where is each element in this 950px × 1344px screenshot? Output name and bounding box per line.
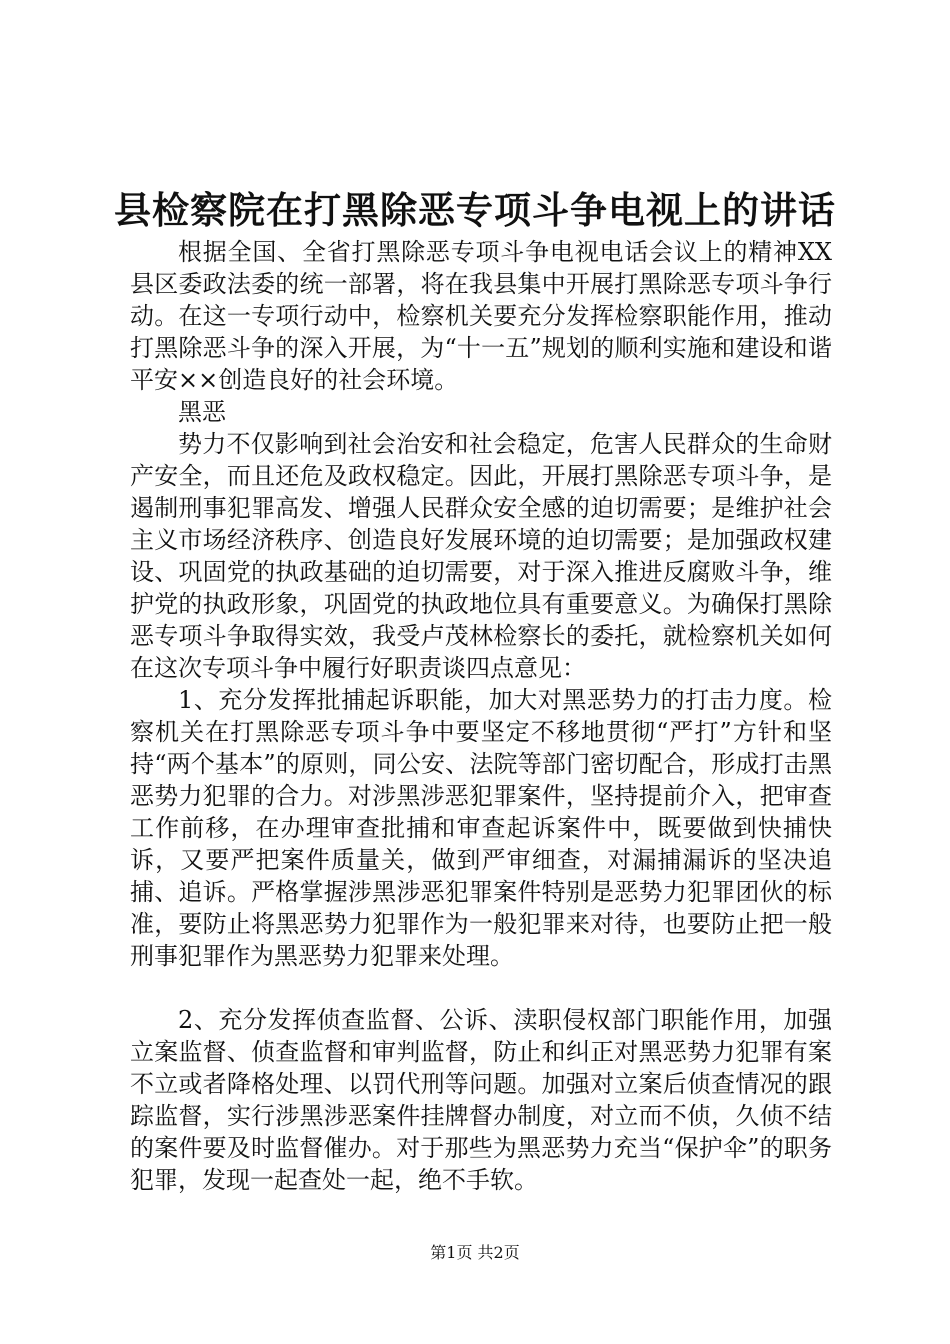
paragraph-heiE: 黑恶	[178, 398, 226, 426]
paragraph-point-2: 2、充分发挥侦查监督、公诉、渎职侵权部门职能作用，加强立案监督、侦查监督和审判监督，防止和纠正对黑恶势力犯罪有案不立或者降格处理、以罚代刑等问题。加强对立案后侦查情况的跟踪监督，实行涉黑涉恶案件挂牌督办制度，对立而不侦，久侦不结的案件要及时监督催办。对于那些为黑恶势力充当“保护伞”的职务犯罪，发现一起查处一起，绝不手软。	[130, 1006, 832, 1194]
page-footer: 第1页 共2页	[430, 1243, 520, 1262]
paragraph-significance: 势力不仅影响到社会治安和社会稳定，危害人民群众的生命财产安全，而且还危及政权稳定。因此，开展打黑除恶专项斗争，是遏制刑事犯罪高发、增强人民群众安全感的迫切需要；是维护社会主义市场经济秩序、创造良好发展环境的迫切需要；是加强政权建设、巩固党的执政基础的迫切需要，对于深入推进反腐败斗争，维护党的执政形象，巩固党的执政地位具有重要意义。为确保打黑除恶专项斗争取得实效，我受卢茂林检察长的委托，就检察机关如何在这次专项斗争中履行好职责谈四点意见：	[130, 430, 832, 682]
paragraph-point-1: 1、充分发挥批捕起诉职能，加大对黑恶势力的打击力度。检察机关在打黑除恶专项斗争中要坚定不移地贯彻“严打”方针和坚持“两个基本”的原则，同公安、法院等部门密切配合，形成打击黑恶势力犯罪的合力。对涉黑涉恶犯罪案件，坚持提前介入，把审查工作前移，在办理审查批捕和审查起诉案件中，既要做到快捕快诉，又要严把案件质量关，做到严审细查，对漏捕漏诉的坚决追捕、追诉。严格掌握涉黑涉恶犯罪案件特别是恶势力犯罪团伙的标准，要防止将黑恶势力犯罪作为一般犯罪来对待，也要防止把一般刑事犯罪作为黑恶势力犯罪来处理。	[130, 686, 832, 970]
paragraph-intro: 根据全国、全省打黑除恶专项斗争电视电话会议上的精神XX县区委政法委的统一部署，将在我县集中开展打黑除恶专项斗争行动。在这一专项行动中，检察机关要充分发挥检察职能作用，推动打黑除恶斗争的深入开展，为“十一五”规划的顺利实施和建设和谐平安××创造良好的社会环境。	[130, 238, 832, 394]
document-title: 县检察院在打黑除恶专项斗争电视上的讲话	[114, 188, 836, 232]
document-body	[130, 236, 832, 1196]
